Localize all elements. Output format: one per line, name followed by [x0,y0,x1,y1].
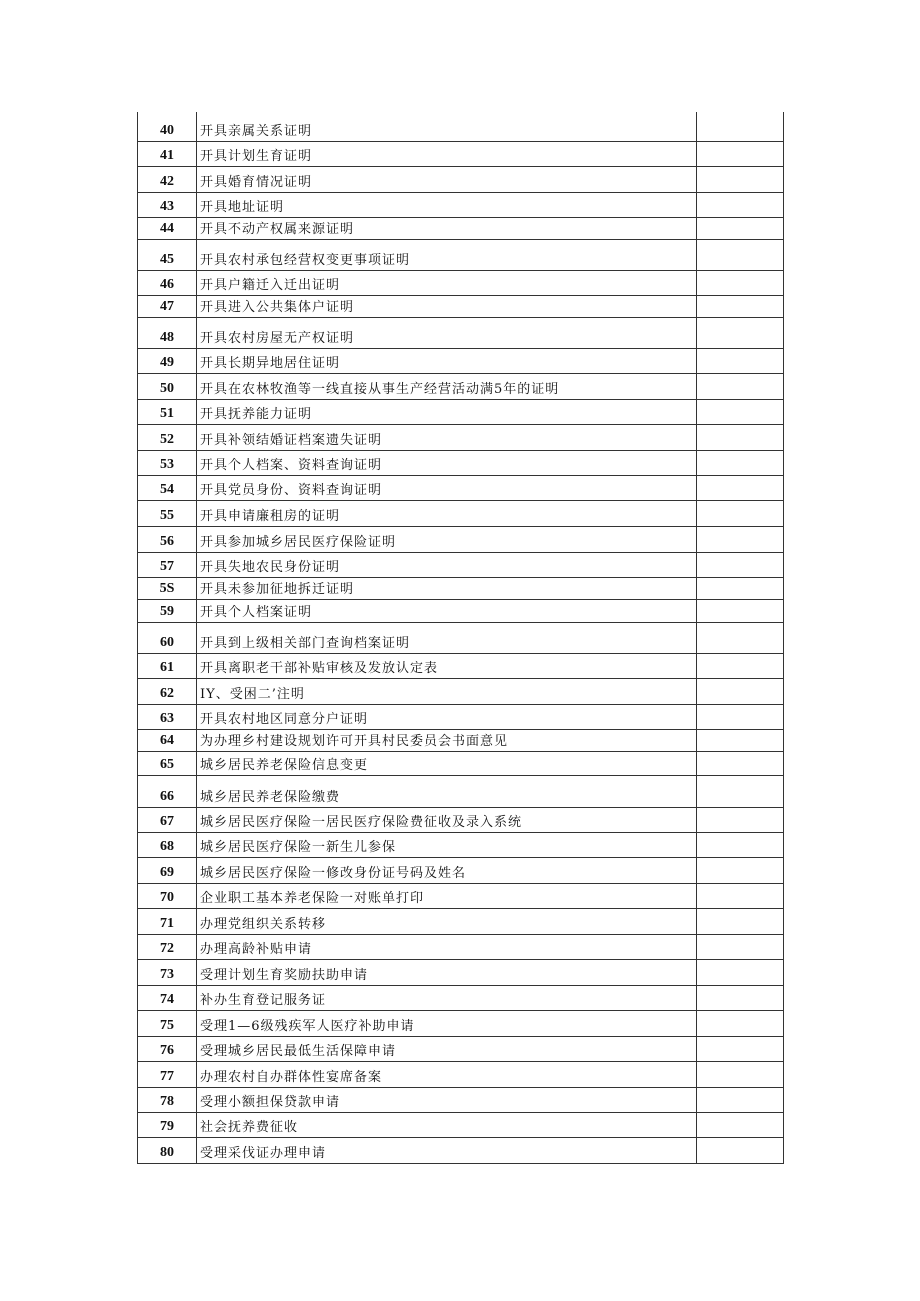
table-row [138,112,784,141]
table-row [138,1137,784,1163]
row-number: 46 [138,270,197,295]
service-item-name: 开具进入公共集体户证明 [197,295,697,317]
service-item-name: 为办理乡村建设规划许可开具村民委员会书面意见 [197,729,697,751]
table-row [138,500,784,526]
table-row [138,526,784,552]
table-row [138,577,784,599]
service-item-name: 开具地址证明 [197,192,697,217]
empty-cell [697,1061,784,1087]
empty-cell [697,217,784,239]
service-item-name: 开具长期异地居住证明 [197,348,697,373]
table-row [138,729,784,751]
empty-cell [697,959,784,985]
row-number: 57 [138,552,197,577]
row-number: 48 [138,317,197,348]
row-number: 55 [138,500,197,526]
row-number: 65 [138,751,197,775]
service-item-name: 受理采伐证办理申请 [197,1137,697,1163]
service-item-name: 城乡居民养老保险缴费 [197,775,697,807]
table-row [138,166,784,192]
empty-cell [697,1137,784,1163]
service-item-name: 开具到上级相关部门查询档案证明 [197,622,697,653]
table-row [138,1036,784,1061]
empty-cell [697,934,784,959]
service-item-name: 企业职工基本养老保险一对账单打印 [197,883,697,908]
table-row [138,141,784,166]
table-row [138,239,784,270]
row-number: 71 [138,908,197,934]
row-number: 54 [138,475,197,500]
service-item-name: 受理计划生育奖励扶助申请 [197,959,697,985]
row-number: 77 [138,1061,197,1087]
row-number: 66 [138,775,197,807]
table-row [138,270,784,295]
table-row [138,373,784,399]
row-number: 63 [138,704,197,729]
service-item-name: 开具农村地区同意分户证明 [197,704,697,729]
service-item-name: 开具抚养能力证明 [197,399,697,424]
service-item-name: 受理城乡居民最低生活保障申请 [197,1036,697,1061]
service-item-name: 开具户籍迁入迁出证明 [197,270,697,295]
row-number: 42 [138,166,197,192]
table-row [138,751,784,775]
service-item-name: 办理高龄补贴申请 [197,934,697,959]
row-number: 79 [138,1112,197,1137]
empty-cell [697,526,784,552]
row-number: 49 [138,348,197,373]
empty-cell [697,1087,784,1112]
table-row [138,192,784,217]
empty-cell [697,908,784,934]
row-number: 74 [138,985,197,1010]
table-row [138,678,784,704]
service-item-name: 开具补领结婚证档案遗失证明 [197,424,697,450]
table-row [138,1061,784,1087]
service-item-name: 开具党员身份、资料查询证明 [197,475,697,500]
row-number: 68 [138,832,197,857]
table-row [138,599,784,622]
row-number: 5S [138,577,197,599]
table-row [138,1087,784,1112]
empty-cell [697,599,784,622]
row-number: 70 [138,883,197,908]
table-row [138,959,784,985]
empty-cell [697,399,784,424]
table-row [138,883,784,908]
row-number: 45 [138,239,197,270]
table-row [138,775,784,807]
empty-cell [697,622,784,653]
row-number: 40 [138,112,197,141]
service-item-name: 开具计划生育证明 [197,141,697,166]
empty-cell [697,857,784,883]
table-row [138,1010,784,1036]
empty-cell [697,1036,784,1061]
row-number: 47 [138,295,197,317]
empty-cell [697,1010,784,1036]
table-body [138,112,784,1163]
row-number: 67 [138,807,197,832]
row-number: 53 [138,450,197,475]
table-row [138,908,784,934]
row-number: 51 [138,399,197,424]
row-number: 80 [138,1137,197,1163]
empty-cell [697,552,784,577]
row-number: 43 [138,192,197,217]
service-item-name: 开具农村承包经营权变更事项证明 [197,239,697,270]
service-item-name: 开具亲属关系证明 [197,112,697,141]
table-row [138,704,784,729]
table-row [138,399,784,424]
table-row [138,622,784,653]
empty-cell [697,373,784,399]
table-row [138,424,784,450]
service-item-name: 受理1—6级残疾军人医疗补助申请 [197,1010,697,1036]
row-number: 60 [138,622,197,653]
service-item-name: 开具未参加征地拆迁证明 [197,577,697,599]
table-row [138,450,784,475]
row-number: 76 [138,1036,197,1061]
row-number: 72 [138,934,197,959]
table-row [138,348,784,373]
empty-cell [697,832,784,857]
empty-cell [697,577,784,599]
row-number: 56 [138,526,197,552]
row-number: 62 [138,678,197,704]
service-item-name: 开具申请廉租房的证明 [197,500,697,526]
row-number: 69 [138,857,197,883]
empty-cell [697,751,784,775]
table-row [138,832,784,857]
empty-cell [697,166,784,192]
service-item-name: 补办生育登记服务证 [197,985,697,1010]
empty-cell [697,295,784,317]
table-row [138,217,784,239]
table-row [138,857,784,883]
table-row [138,985,784,1010]
table-row [138,475,784,500]
service-list-table-container [137,112,783,1164]
row-number: 44 [138,217,197,239]
empty-cell [697,348,784,373]
empty-cell [697,500,784,526]
table-row [138,653,784,678]
table-row [138,317,784,348]
empty-cell [697,450,784,475]
empty-cell [697,270,784,295]
service-item-name: 开具在农林牧渔等一线直接从事生产经营活动满5年的证明 [197,373,697,399]
empty-cell [697,678,784,704]
empty-cell [697,775,784,807]
row-number: 41 [138,141,197,166]
row-number: 75 [138,1010,197,1036]
row-number: 59 [138,599,197,622]
service-item-name: 办理党组织关系转移 [197,908,697,934]
table-row [138,552,784,577]
empty-cell [697,112,784,141]
service-item-name: 受理小额担保贷款申请 [197,1087,697,1112]
empty-cell [697,424,784,450]
table-row [138,295,784,317]
empty-cell [697,653,784,678]
service-item-name: 开具参加城乡居民医疗保险证明 [197,526,697,552]
empty-cell [697,192,784,217]
service-list-table [137,112,784,1164]
empty-cell [697,985,784,1010]
table-row [138,934,784,959]
service-item-name: 开具个人档案证明 [197,599,697,622]
service-item-name: IY、受困二’注明 [197,678,697,704]
service-item-name: 城乡居民医疗保险一居民医疗保险费征收及录入系统 [197,807,697,832]
service-item-name: 城乡居民医疗保险一新生儿参保 [197,832,697,857]
row-number: 61 [138,653,197,678]
empty-cell [697,239,784,270]
empty-cell [697,475,784,500]
empty-cell [697,141,784,166]
service-item-name: 城乡居民医疗保险一修改身份证号码及姓名 [197,857,697,883]
row-number: 52 [138,424,197,450]
empty-cell [697,1112,784,1137]
service-item-name: 开具农村房屋无产权证明 [197,317,697,348]
service-item-name: 办理农村自办群体性宴席备案 [197,1061,697,1087]
empty-cell [697,807,784,832]
row-number: 64 [138,729,197,751]
service-item-name: 开具离职老干部补贴审核及发放认定表 [197,653,697,678]
service-item-name: 社会抚养费征收 [197,1112,697,1137]
service-item-name: 开具失地农民身份证明 [197,552,697,577]
table-row [138,1112,784,1137]
service-item-name: 开具婚育情况证明 [197,166,697,192]
empty-cell [697,729,784,751]
service-item-name: 开具个人档案、资料查询证明 [197,450,697,475]
service-item-name: 开具不动产权属来源证明 [197,217,697,239]
service-item-name: 城乡居民养老保险信息变更 [197,751,697,775]
row-number: 73 [138,959,197,985]
table-row [138,807,784,832]
empty-cell [697,883,784,908]
row-number: 50 [138,373,197,399]
empty-cell [697,704,784,729]
empty-cell [697,317,784,348]
row-number: 78 [138,1087,197,1112]
